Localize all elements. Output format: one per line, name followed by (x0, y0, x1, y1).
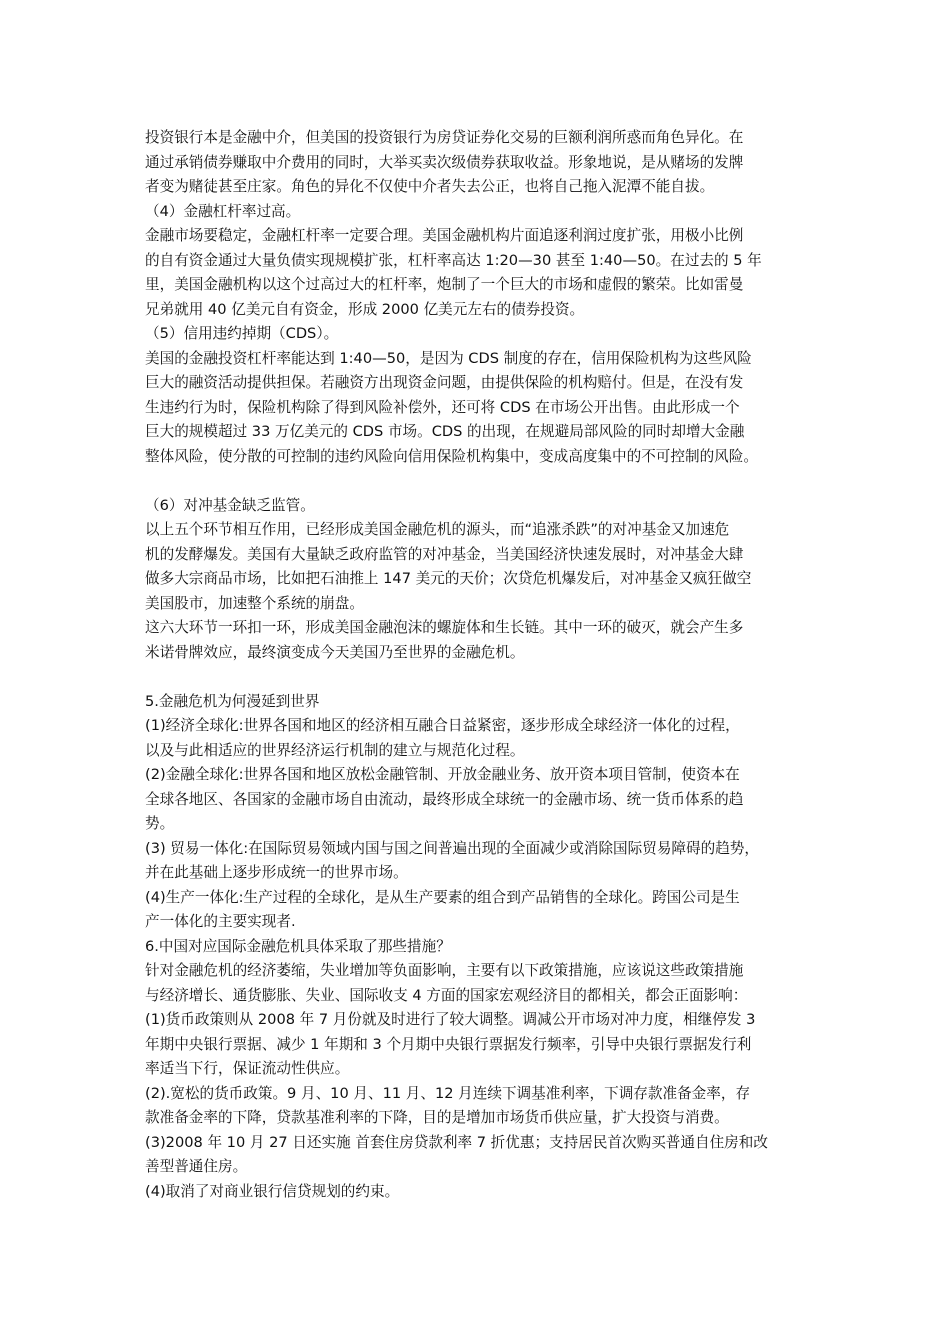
paragraph (145, 959, 845, 1008)
text-line: (2)金融全球化:世界各国和地区放松金融管制、开放金融业务、放开资本项目管制，使资本在 (145, 766, 740, 783)
text-line: 机的发酵爆发。美国有大量缺乏政府监管的对冲基金，当美国经济快速发展时，对冲基金大肆 (145, 545, 744, 563)
text-line: (3)2008 年 10 月 27 日还实施 首套住房贷款利率 7 折优惠；支持居民首次购买普通自住房和改 (145, 1133, 768, 1151)
paragraph (145, 1180, 845, 1205)
section-heading (145, 494, 845, 519)
document-page (145, 126, 845, 1204)
text-line: 里，美国金融机构以这个过高过大的杠杆率，炮制了一个巨大的市场和虚假的繁荣。比如雷曼 (145, 276, 744, 293)
text-line: 这六大环节一环扣一环，形成美国金融泡沫的螺旋体和生长链。其中一环的破灭，就会产生多 (145, 619, 744, 636)
text-line: 针对金融危机的经济萎缩，失业增加等负面影响，主要有以下政策措施，应该说这些政策措施 (145, 962, 744, 979)
section-heading (145, 322, 845, 347)
text-line: 年期中央银行票据、减少 1 年期和 3 个月期中央银行票据发行频率，引导中央银行票据发行利 (145, 1035, 752, 1053)
text-line: 善型普通住房。 (145, 1158, 248, 1175)
paragraph (145, 763, 845, 837)
text-line: 6.中国对应国际金融危机具体采取了那些措施？ (145, 937, 451, 955)
blank-line (145, 469, 845, 494)
paragraph (145, 714, 845, 763)
text-line: 巨大的规模超过 33 万亿美元的 CDS 市场。CDS 的出现，在规避局部风险的同时却增大金融 (145, 423, 745, 440)
text-line: 整体风险，使分散的可控制的违约风险向信用保险机构集中，变成高度集中的不可控制的风险。 (145, 447, 758, 465)
text-line: 兄弟就用 40 亿美元自有资金，形成 2000 亿美元左右的债券投资。 (145, 300, 585, 318)
text-line: 通过承销债券赚取中介费用的同时，大举买卖次级债券获取收益。形象地说，是从赌场的发牌 (145, 153, 744, 171)
text-line: (3) 贸易一体化:在国际贸易领域内国与国之间普遍出现的全面减少或消除国际贸易障碍的趋势， (145, 839, 759, 857)
text-line: (4)生产一体化:生产过程的全球化，是从生产要素的组合到产品销售的全球化。跨国公司是生 (145, 888, 740, 906)
paragraph (145, 1131, 845, 1180)
text-line: （6）对冲基金缺乏监管。 (145, 496, 315, 514)
section-heading (145, 200, 845, 225)
paragraph (145, 886, 845, 935)
paragraph (145, 1082, 845, 1131)
text-line: 产一体化的主要实现者. (145, 913, 296, 930)
section-heading (145, 935, 845, 960)
text-line: 美国股市，加速整个系统的崩盘。 (145, 594, 364, 612)
text-line: 的自有资金通过大量负债实现规模扩张，杠杆率高达 1:20—30 甚至 1:40—50。在过去的 5 年 (145, 251, 762, 269)
text-line: （4）金融杠杆率过高。 (145, 202, 301, 220)
text-line: 率适当下行，保证流动性供应。 (145, 1060, 350, 1077)
text-line: 5.金融危机为何漫延到世界 (145, 692, 320, 710)
text-line: 生违约行为时，保险机构除了得到风险补偿外，还可将 CDS 在市场公开出售。由此形成一个 (145, 398, 740, 416)
text-line: 并在此基础上逐步形成统一的世界市场。 (145, 864, 408, 881)
blank-line (145, 665, 845, 690)
text-line: 者变为赌徒甚至庄家。角色的异化不仅使中介者失去公正，也将自己拖入泥潭不能自拔。 (145, 178, 715, 195)
text-line: 美国的金融投资杠杆率能达到 1:40—50，是因为 CDS 制度的存在，信用保险机构为这些风险 (145, 349, 752, 367)
paragraph (145, 837, 845, 886)
text-line: 投资银行本是金融中介，但美国的投资银行为房贷证券化交易的巨额利润所惑而角色异化。在 (145, 129, 744, 146)
text-line: 全球各地区、各国家的金融市场自由流动，最终形成全球统一的金融市场、统一货币体系的趋 (145, 790, 744, 808)
text-line: （5）信用违约掉期（CDS）。 (145, 325, 339, 342)
paragraph (145, 616, 845, 665)
text-line: 与经济增长、通货膨胀、失业、国际收支 4 方面的国家宏观经济目的都相关，都会正面影响： (145, 986, 748, 1004)
text-line: (1)经济全球化:世界各国和地区的经济相互融合日益紧密，逐步形成全球经济一体化的过程， (145, 717, 740, 734)
text-line: 金融市场要稳定，金融杠杆率一定要合理。美国金融机构片面追逐利润过度扩张，用极小比例 (145, 227, 744, 244)
paragraph (145, 518, 845, 616)
text-line: (1)货币政策则从 2008 年 7 月份就及时进行了较大调整。调减公开市场对冲力度，相继停发 3 (145, 1011, 756, 1028)
text-line: (4)取消了对商业银行信贷规划的约束。 (145, 1182, 400, 1200)
text-line: 款准备金率的下降，贷款基准利率的下降，目的是增加市场货币供应量，扩大投资与消费。 (145, 1109, 729, 1126)
text-line: 做多大宗商品市场，比如把石油推上 147 美元的天价；次贷危机爆发后，对冲基金又疯狂做空 (145, 570, 752, 587)
text-line: 势。 (145, 815, 175, 832)
text-line: 巨大的融资活动提供担保。若融资方出现资金问题，由提供保险的机构赔付。但是，在没有发 (145, 374, 744, 391)
paragraph (145, 347, 845, 470)
paragraph (145, 224, 845, 322)
text-line: 以及与此相适应的世界经济运行机制的建立与规范化过程。 (145, 741, 525, 759)
text-line: 以上五个环节相互作用，已经形成美国金融危机的源头，而“追涨杀跌”的对冲基金又加速危 (145, 521, 730, 538)
text-line: 米诺骨牌效应，最终演变成今天美国乃至世界的金融危机。 (145, 643, 525, 661)
section-heading (145, 690, 845, 715)
text-line: (2).宽松的货币政策。9 月、10 月、11 月、12 月连续下调基准利率，下调存款准备金率，存 (145, 1084, 751, 1102)
paragraph (145, 126, 845, 200)
paragraph (145, 1008, 845, 1082)
